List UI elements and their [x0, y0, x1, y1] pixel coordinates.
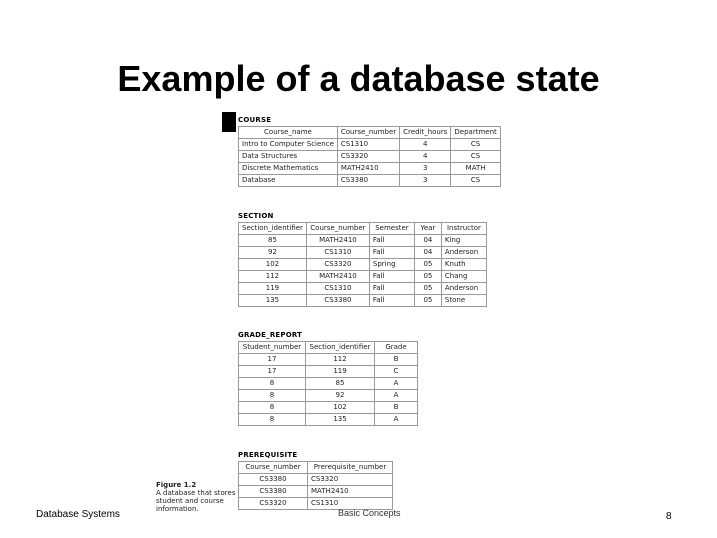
table-cell: CS3380	[239, 486, 308, 498]
table-cell: A	[375, 414, 418, 426]
table-cell: 3	[400, 163, 451, 175]
figure-label: Figure 1.2	[156, 481, 197, 489]
table-cell: MATH2410	[306, 235, 369, 247]
section-table-title: SECTION	[238, 212, 274, 220]
table-cell: Fall	[369, 283, 414, 295]
table-cell: C	[375, 366, 418, 378]
section-header-course-number: Course_number	[306, 223, 369, 235]
table-cell: A	[375, 378, 418, 390]
table-cell: 05	[414, 271, 441, 283]
table-cell: CS	[451, 139, 500, 151]
table-cell: 112	[306, 354, 375, 366]
table-cell: Database	[239, 175, 338, 187]
slide-title: Example of a database state	[117, 58, 600, 99]
prerequisite-header-row	[239, 462, 393, 474]
table-cell: 05	[414, 259, 441, 271]
table-row	[239, 283, 487, 295]
section-header-semester: Semester	[369, 223, 414, 235]
table-cell: CS3380	[239, 474, 308, 486]
table-cell: CS1310	[306, 283, 369, 295]
course-table-title: COURSE	[238, 116, 272, 124]
table-row	[239, 402, 418, 414]
table-cell: Fall	[369, 247, 414, 259]
table-cell: King	[441, 235, 486, 247]
table-cell: B	[375, 354, 418, 366]
table-cell: MATH2410	[308, 486, 393, 498]
table-cell: B	[375, 402, 418, 414]
table-row	[239, 235, 487, 247]
footer-course-name: Database Systems	[36, 509, 120, 520]
table-row	[239, 354, 418, 366]
prerequisite-header-course-number: Course_number	[239, 462, 308, 474]
table-cell: 3	[400, 175, 451, 187]
table-cell: CS3320	[306, 259, 369, 271]
table-row	[239, 486, 393, 498]
table-row	[239, 295, 487, 307]
table-cell: 8	[239, 390, 306, 402]
course-header-row	[239, 127, 501, 139]
table-row	[239, 139, 501, 151]
table-cell: Anderson	[441, 283, 486, 295]
table-cell: 8	[239, 414, 306, 426]
table-cell: MATH2410	[337, 163, 399, 175]
section-header-instructor: Instructor	[441, 223, 486, 235]
course-header-credit-hours: Credit_hours	[400, 127, 451, 139]
table-cell: 04	[414, 235, 441, 247]
table-cell: 04	[414, 247, 441, 259]
section-header-row	[239, 223, 487, 235]
table-row	[239, 175, 501, 187]
table-cell: CS	[451, 175, 500, 187]
table-cell: CS3320	[308, 474, 393, 486]
table-cell: MATH2410	[306, 271, 369, 283]
table-row	[239, 378, 418, 390]
table-cell: CS3380	[306, 295, 369, 307]
course-table	[238, 126, 501, 187]
table-cell: CS3320	[239, 498, 308, 510]
table-cell: Intro to Computer Science	[239, 139, 338, 151]
prerequisite-table	[238, 461, 393, 510]
figure-caption-text: A database that stores student and course information.	[156, 489, 236, 513]
course-header-course-number: Course_number	[337, 127, 399, 139]
table-cell: Spring	[369, 259, 414, 271]
prerequisite-header-prerequisite-number: Prerequisite_number	[308, 462, 393, 474]
table-cell: 4	[400, 151, 451, 163]
grade-report-header-section-identifier: Section_identifier	[306, 342, 375, 354]
table-cell: 119	[239, 283, 307, 295]
table-cell: 17	[239, 354, 306, 366]
course-header-course-name: Course_name	[239, 127, 338, 139]
table-cell: 05	[414, 295, 441, 307]
table-cell: CS3320	[337, 151, 399, 163]
page-number: 8	[666, 511, 672, 522]
table-row	[239, 163, 501, 175]
course-header-department: Department	[451, 127, 500, 139]
table-cell: 92	[239, 247, 307, 259]
table-cell: Fall	[369, 235, 414, 247]
grade-report-header-grade: Grade	[375, 342, 418, 354]
table-cell: CS	[451, 151, 500, 163]
table-cell: 4	[400, 139, 451, 151]
table-cell: A	[375, 390, 418, 402]
grade-report-header-student-number: Student_number	[239, 342, 306, 354]
table-cell: 119	[306, 366, 375, 378]
table-row	[239, 151, 501, 163]
table-cell: 05	[414, 283, 441, 295]
table-cell: Fall	[369, 271, 414, 283]
figure-caption	[156, 481, 238, 513]
table-cell: 102	[306, 402, 375, 414]
table-cell: CS1310	[308, 498, 393, 510]
table-cell: 112	[239, 271, 307, 283]
table-row	[239, 247, 487, 259]
footer-section-name: Basic Concepts	[338, 508, 401, 518]
table-row	[239, 474, 393, 486]
table-cell: Fall	[369, 295, 414, 307]
table-cell: 85	[306, 378, 375, 390]
table-cell: Chang	[441, 271, 486, 283]
table-cell: Discrete Mathematics	[239, 163, 338, 175]
table-cell: 92	[306, 390, 375, 402]
table-cell: 8	[239, 402, 306, 414]
section-header-year: Year	[414, 223, 441, 235]
table-cell: Stone	[441, 295, 486, 307]
table-cell: CS1310	[306, 247, 369, 259]
table-row	[239, 271, 487, 283]
table-cell: CS3380	[337, 175, 399, 187]
table-cell: Knuth	[441, 259, 486, 271]
table-cell: 102	[239, 259, 307, 271]
table-row	[239, 390, 418, 402]
section-header-section-identifier: Section_identifier	[239, 223, 307, 235]
figure-corner-mark	[222, 112, 236, 132]
prerequisite-table-title: PREREQUISITE	[238, 451, 298, 459]
table-row	[239, 259, 487, 271]
table-cell: 8	[239, 378, 306, 390]
grade-report-header-row	[239, 342, 418, 354]
table-cell: 135	[239, 295, 307, 307]
table-row	[239, 366, 418, 378]
grade-report-table-title: GRADE_REPORT	[238, 331, 303, 339]
table-cell: MATH	[451, 163, 500, 175]
table-cell: Anderson	[441, 247, 486, 259]
table-cell: 135	[306, 414, 375, 426]
table-cell: 85	[239, 235, 307, 247]
section-table	[238, 222, 487, 307]
table-cell: Data Structures	[239, 151, 338, 163]
table-cell: 17	[239, 366, 306, 378]
table-row	[239, 414, 418, 426]
table-cell: CS1310	[337, 139, 399, 151]
grade-report-table	[238, 341, 418, 426]
